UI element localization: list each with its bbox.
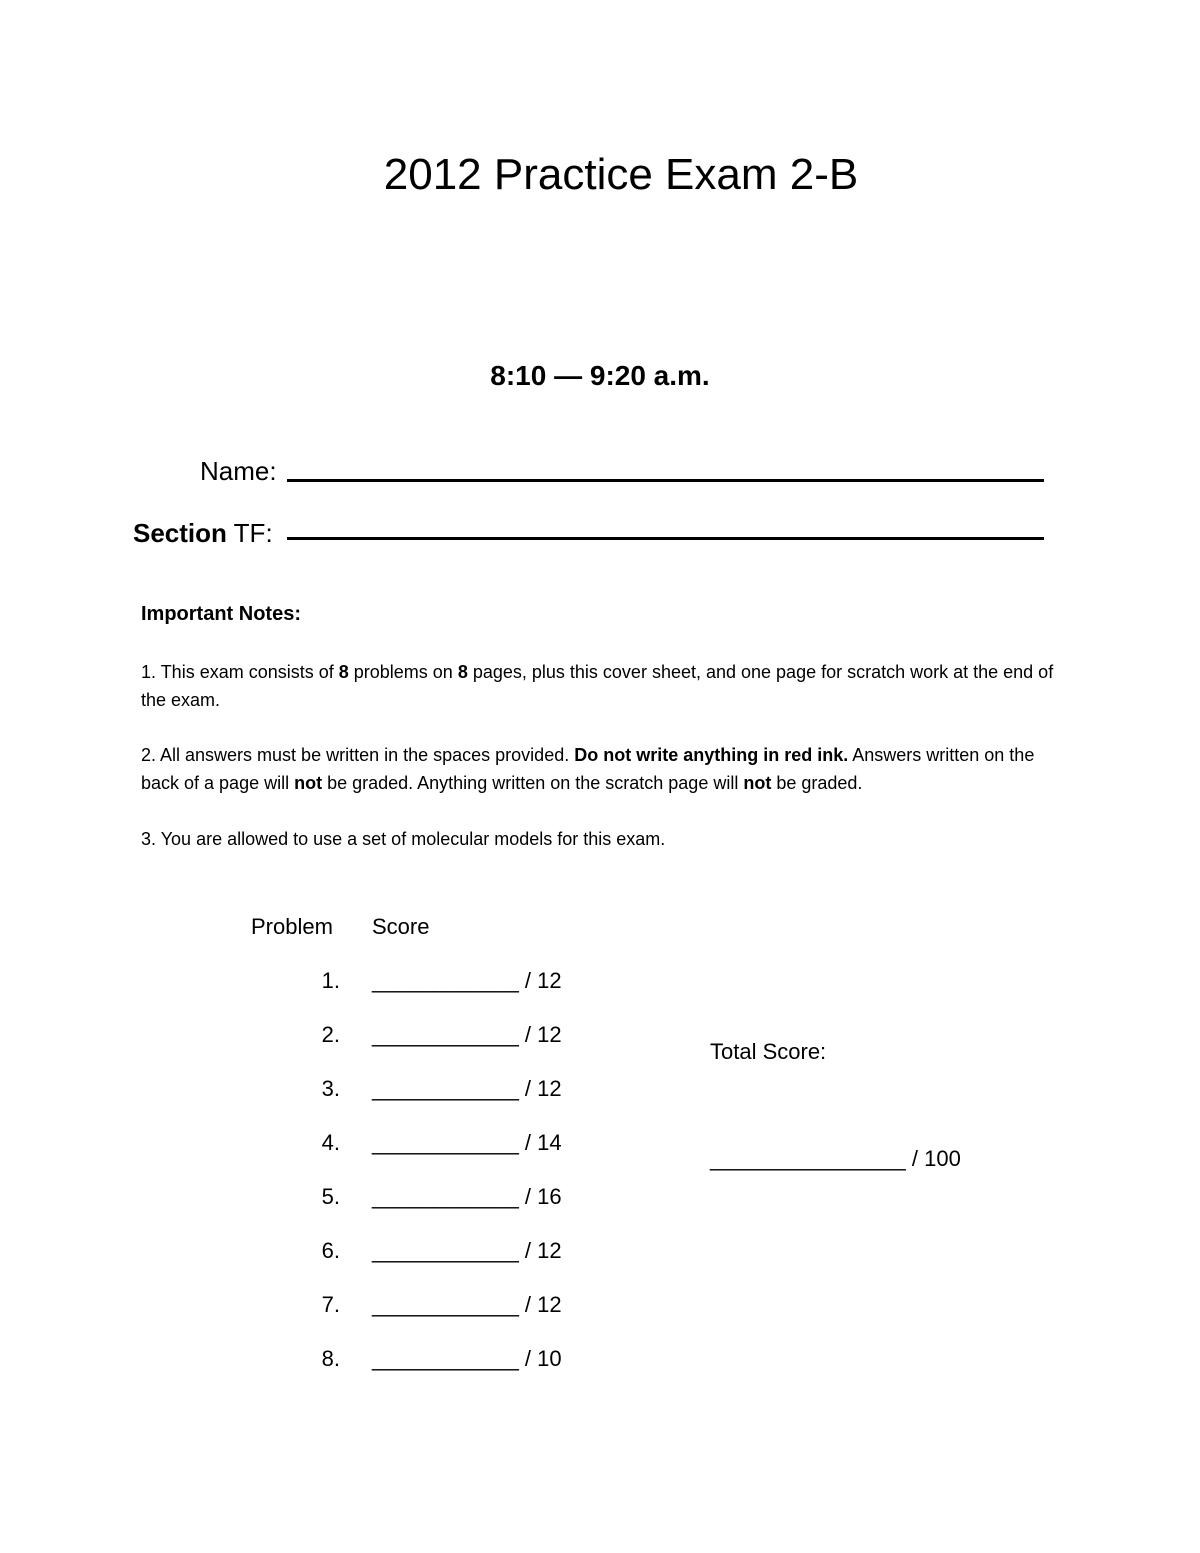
score-blank[interactable]: ____________ / 12 — [372, 1022, 562, 1047]
section-tf-field[interactable] — [287, 537, 1044, 540]
problem-number: 2. — [321, 1022, 340, 1047]
note-1-pages-count: 8 — [457, 662, 468, 682]
problem-number: 4. — [321, 1130, 340, 1155]
problem-number: 7. — [321, 1292, 340, 1317]
problem-number: 5. — [321, 1184, 340, 1209]
score-blank[interactable]: ____________ / 12 — [372, 968, 562, 993]
note-1 — [141, 658, 1071, 714]
note-2-text-e: be graded. Anything written on the scratch page will — [322, 773, 744, 793]
name-label: Name: — [200, 456, 277, 486]
problem-number: 3. — [321, 1076, 340, 1101]
score-blank[interactable]: ____________ / 14 — [372, 1130, 562, 1155]
score-blank[interactable]: ____________ / 12 — [372, 1076, 562, 1101]
score-column-header: Score — [372, 914, 430, 939]
problem-number: 6. — [321, 1238, 340, 1263]
score-blank[interactable]: ____________ / 10 — [372, 1346, 562, 1371]
section-label-bold: Section — [133, 518, 227, 548]
note-1-problems-count: 8 — [338, 662, 349, 682]
note-2 — [141, 741, 1071, 797]
score-blank[interactable]: ____________ / 12 — [372, 1292, 562, 1317]
total-score-blank[interactable]: ________________ / 100 — [710, 1146, 961, 1171]
score-blank[interactable]: ____________ / 12 — [372, 1238, 562, 1263]
note-3: 3. You are allowed to use a set of molecular models for this exam. — [141, 829, 666, 849]
section-label-rest: TF: — [226, 518, 273, 548]
problem-number: 1. — [321, 968, 340, 993]
problem-column-header: Problem — [251, 914, 333, 939]
exam-title: 2012 Practice Exam 2-B — [383, 150, 859, 199]
score-blank[interactable]: ____________ / 16 — [372, 1184, 562, 1209]
section-tf-label — [133, 518, 273, 549]
note-1-text-e: pages, plus this cover sheet, and one page for scratch work at the end of the exam. — [141, 662, 1054, 710]
note-1-text-c: problems on — [348, 662, 458, 682]
note-2-not-1: not — [294, 773, 323, 793]
total-score-label: Total Score: — [710, 1039, 827, 1064]
note-1-text-a: 1. This exam consists of — [141, 662, 339, 682]
exam-time: 8:10 — 9:20 a.m. — [490, 360, 710, 391]
note-2-text-a: 2. All answers must be written in the spaces provided. — [141, 745, 575, 765]
note-2-text-c: Answers written on the back of a page will — [141, 745, 1035, 793]
note-2-text-g: be graded. — [771, 773, 863, 793]
problem-number: 8. — [321, 1346, 340, 1371]
note-2-red-ink-warning: Do not write anything in red ink. — [574, 745, 849, 765]
name-field[interactable] — [287, 479, 1044, 482]
notes-heading: Important Notes: — [141, 603, 301, 625]
note-2-not-2: not — [743, 773, 772, 793]
